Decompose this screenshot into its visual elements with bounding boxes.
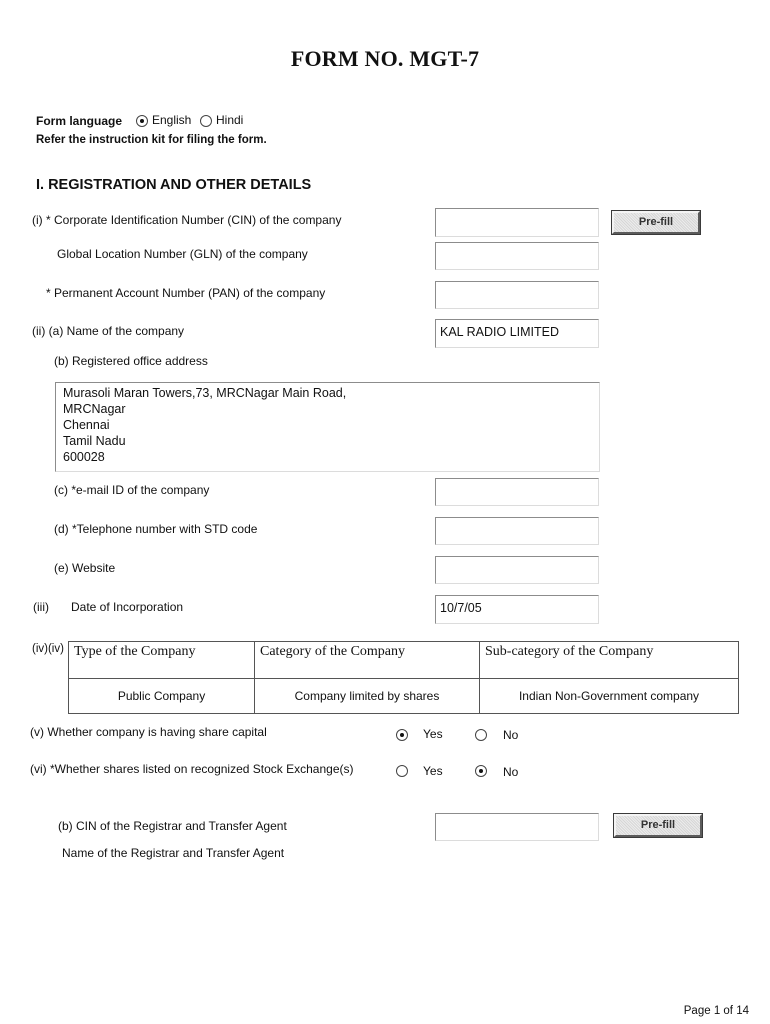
- section-heading: I. REGISTRATION AND OTHER DETAILS: [36, 177, 312, 193]
- english-label: English: [152, 113, 192, 127]
- company-name-field[interactable]: KAL RADIO LIMITED: [435, 319, 599, 348]
- form-title: FORM NO. MGT-7: [290, 46, 480, 71]
- gln-label: Global Location Number (GLN) of the company: [57, 247, 308, 261]
- address-line: Chennai: [63, 418, 110, 432]
- type-header: Type of the Company: [69, 642, 255, 679]
- company-name-label: (ii) (a) Name of the company: [32, 324, 185, 338]
- website-field[interactable]: [435, 556, 599, 584]
- table-header-row: [69, 642, 739, 679]
- email-field[interactable]: [435, 478, 599, 506]
- radio-share-capital-no[interactable]: [475, 729, 487, 741]
- company-type-table: [68, 641, 739, 714]
- listed-label: (vi) *Whether shares listed on recognized Stock Exchange(s): [30, 762, 354, 776]
- doi-number: (iii): [33, 600, 49, 614]
- address-line: Tamil Nadu: [63, 434, 126, 448]
- category-value: Company limited by shares: [255, 679, 480, 714]
- category-header: Category of the Company: [255, 642, 480, 679]
- share-capital-yes-label: Yes: [423, 727, 443, 741]
- radio-english[interactable]: [136, 115, 148, 127]
- hindi-label: Hindi: [216, 113, 244, 127]
- address-line: MRCNagar: [63, 402, 126, 416]
- address-line: 600028: [63, 450, 105, 464]
- doi-field[interactable]: 10/7/05: [435, 595, 599, 624]
- address-line: Murasoli Maran Towers,73, MRCNagar Main Road,: [63, 386, 347, 400]
- radio-hindi[interactable]: [200, 115, 212, 127]
- instruction-text: Refer the instruction kit for filing the form.: [36, 134, 267, 146]
- rta-prefill-button[interactable]: Pre-fill: [614, 814, 702, 837]
- email-label: (c) *e-mail ID of the company: [54, 483, 210, 497]
- subcategory-value: Indian Non-Government company: [480, 679, 739, 714]
- type-number: (iv)(iv): [32, 643, 64, 655]
- pan-label: * Permanent Account Number (PAN) of the company: [46, 286, 326, 300]
- rta-cin-field[interactable]: [435, 813, 599, 841]
- address-field[interactable]: [55, 382, 600, 472]
- prefill-button[interactable]: Pre-fill: [612, 211, 700, 234]
- listed-yes-label: Yes: [423, 764, 443, 778]
- type-value: Public Company: [69, 679, 255, 714]
- radio-share-capital-yes[interactable]: [396, 729, 408, 741]
- table-row: [69, 679, 739, 714]
- radio-listed-yes[interactable]: [396, 765, 408, 777]
- website-label: (e) Website: [54, 561, 116, 575]
- cin-field[interactable]: [435, 208, 599, 237]
- listed-no-label: No: [503, 765, 519, 779]
- gln-field[interactable]: [435, 242, 599, 270]
- page-number: Page 1 of 14: [683, 1005, 749, 1017]
- radio-listed-no[interactable]: [475, 765, 487, 777]
- rta-cin-label: (b) CIN of the Registrar and Transfer Agent: [58, 819, 287, 833]
- doi-label: Date of Incorporation: [71, 600, 184, 614]
- pan-field[interactable]: [435, 281, 599, 309]
- phone-field[interactable]: [435, 517, 599, 545]
- rta-name-label: Name of the Registrar and Transfer Agent: [62, 846, 285, 860]
- share-capital-label: (v) Whether company is having share capital: [30, 725, 267, 739]
- share-capital-no-label: No: [503, 728, 519, 742]
- phone-label: (d) *Telephone number with STD code: [54, 522, 258, 536]
- address-label: (b) Registered office address: [54, 354, 208, 368]
- cin-label: (i) * Corporate Identification Number (CIN) of the company: [32, 213, 342, 227]
- form-language-label: Form language: [36, 114, 123, 128]
- subcategory-header: Sub-category of the Company: [480, 642, 739, 679]
